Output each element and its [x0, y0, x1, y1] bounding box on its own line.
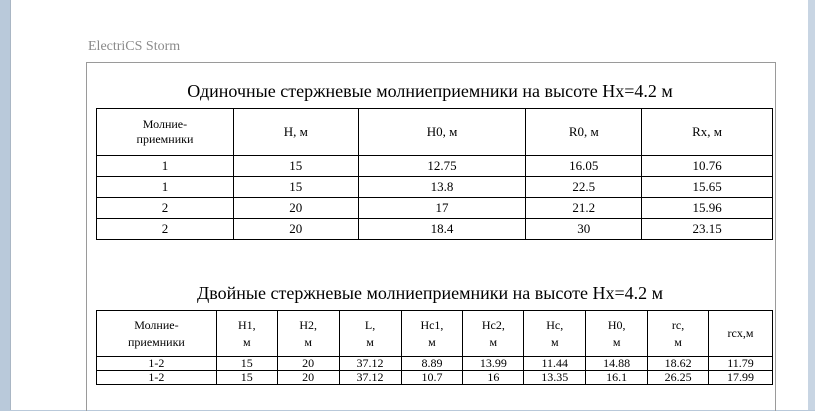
header-line: Hc2, [481, 317, 505, 332]
table2-header-cell [648, 311, 709, 357]
table-cell: 8.89 [401, 357, 463, 371]
single-rods-table [96, 108, 773, 240]
table-cell: 37.12 [339, 357, 401, 371]
header-line: м [612, 334, 621, 349]
table-cell: 20 [277, 357, 339, 371]
page-edge [808, 0, 815, 410]
table-cell: 14.88 [586, 357, 648, 371]
table1-header-cell: Молние-приемники [97, 109, 234, 156]
table-cell: 15 [216, 357, 277, 371]
header-line: L, [364, 317, 376, 332]
table-cell: 17 [358, 198, 526, 219]
table-cell: 37.12 [339, 371, 401, 385]
table1-header-cell: H0, м [358, 109, 526, 156]
table-cell: 17.99 [709, 371, 773, 385]
table1-header-row [97, 109, 773, 156]
table-cell: 10.7 [401, 371, 463, 385]
header-line: приемники [127, 334, 185, 349]
table2-header-cell [277, 311, 339, 357]
table1-header-cell: Rx, м [642, 109, 773, 156]
table-cell: 10.76 [642, 156, 773, 177]
table-cell: 15 [233, 177, 358, 198]
table-cell: 16 [463, 371, 524, 385]
table1-header-cell: R0, м [526, 109, 642, 156]
table-row [97, 198, 773, 219]
table-cell: 16.05 [526, 156, 642, 177]
table-cell: 13.99 [463, 357, 524, 371]
header-line: Hc1, [420, 317, 444, 332]
table2-header-cell [709, 311, 773, 357]
header-line: Hc, [546, 317, 564, 332]
table-cell: 23.15 [642, 219, 773, 240]
table1-title: Одиночные стержневые молниеприемники на высоте Hx=4.2 м [187, 81, 673, 101]
table-cell: 18.62 [648, 357, 709, 371]
table-cell: 1-2 [97, 371, 217, 385]
table2-header-cell [97, 311, 217, 357]
table-cell: 15.96 [642, 198, 773, 219]
table-cell: 1 [97, 177, 234, 198]
table-cell: 22.5 [526, 177, 642, 198]
table-row [97, 371, 773, 385]
table2-header-cell [339, 311, 401, 357]
header-line: м [674, 334, 682, 349]
header-line: м [428, 334, 436, 349]
header-line: H1, [237, 317, 256, 332]
header-line: rc, [671, 317, 685, 332]
table-cell: 2 [97, 198, 234, 219]
header-line: Молние- [134, 317, 179, 332]
table-cell: 18.4 [358, 219, 526, 240]
table2-header-cell [524, 311, 586, 357]
table-cell: 13.8 [358, 177, 526, 198]
header-line: м [550, 334, 559, 349]
table-cell: 12.75 [358, 156, 526, 177]
table2-header-cell [216, 311, 277, 357]
header-line: H0, [607, 317, 626, 332]
table-cell: 30 [526, 219, 642, 240]
table2-header-cell [401, 311, 463, 357]
table2-title: Двойные стержневые молниеприемники на высоте Hx=4.2 м [196, 283, 664, 303]
table2-header-cell [586, 311, 648, 357]
header-line: rcx,м [727, 326, 754, 340]
table-cell: 20 [233, 198, 358, 219]
header-line: м [304, 334, 312, 349]
table-cell: 21.2 [526, 198, 642, 219]
table-cell: 1 [97, 156, 234, 177]
table-cell: 15 [216, 371, 277, 385]
table-cell: 11.44 [524, 357, 586, 371]
table-cell: 13.35 [524, 371, 586, 385]
table-cell: 15 [233, 156, 358, 177]
table2-header-row [97, 311, 773, 357]
table-cell: 11.79 [709, 357, 773, 371]
header-line: H2, [299, 317, 317, 332]
table-cell: 20 [277, 371, 339, 385]
table-cell: 20 [233, 219, 358, 240]
table-row [97, 156, 773, 177]
table-cell: 16.1 [586, 371, 648, 385]
header-line: м [366, 334, 374, 349]
table-row [97, 177, 773, 198]
table2-header-cell [463, 311, 524, 357]
table-row [97, 219, 773, 240]
table-cell: 26.25 [648, 371, 709, 385]
table-row [97, 357, 773, 371]
header-line: м [489, 334, 498, 349]
table-cell: 15.65 [642, 177, 773, 198]
table-cell: 1-2 [97, 357, 217, 371]
table1-header-cell: H, м [233, 109, 358, 156]
page-header: ElectriCS Storm [88, 39, 181, 54]
header-line: м [242, 334, 251, 349]
table-cell: 2 [97, 219, 234, 240]
double-rods-table [96, 310, 773, 385]
